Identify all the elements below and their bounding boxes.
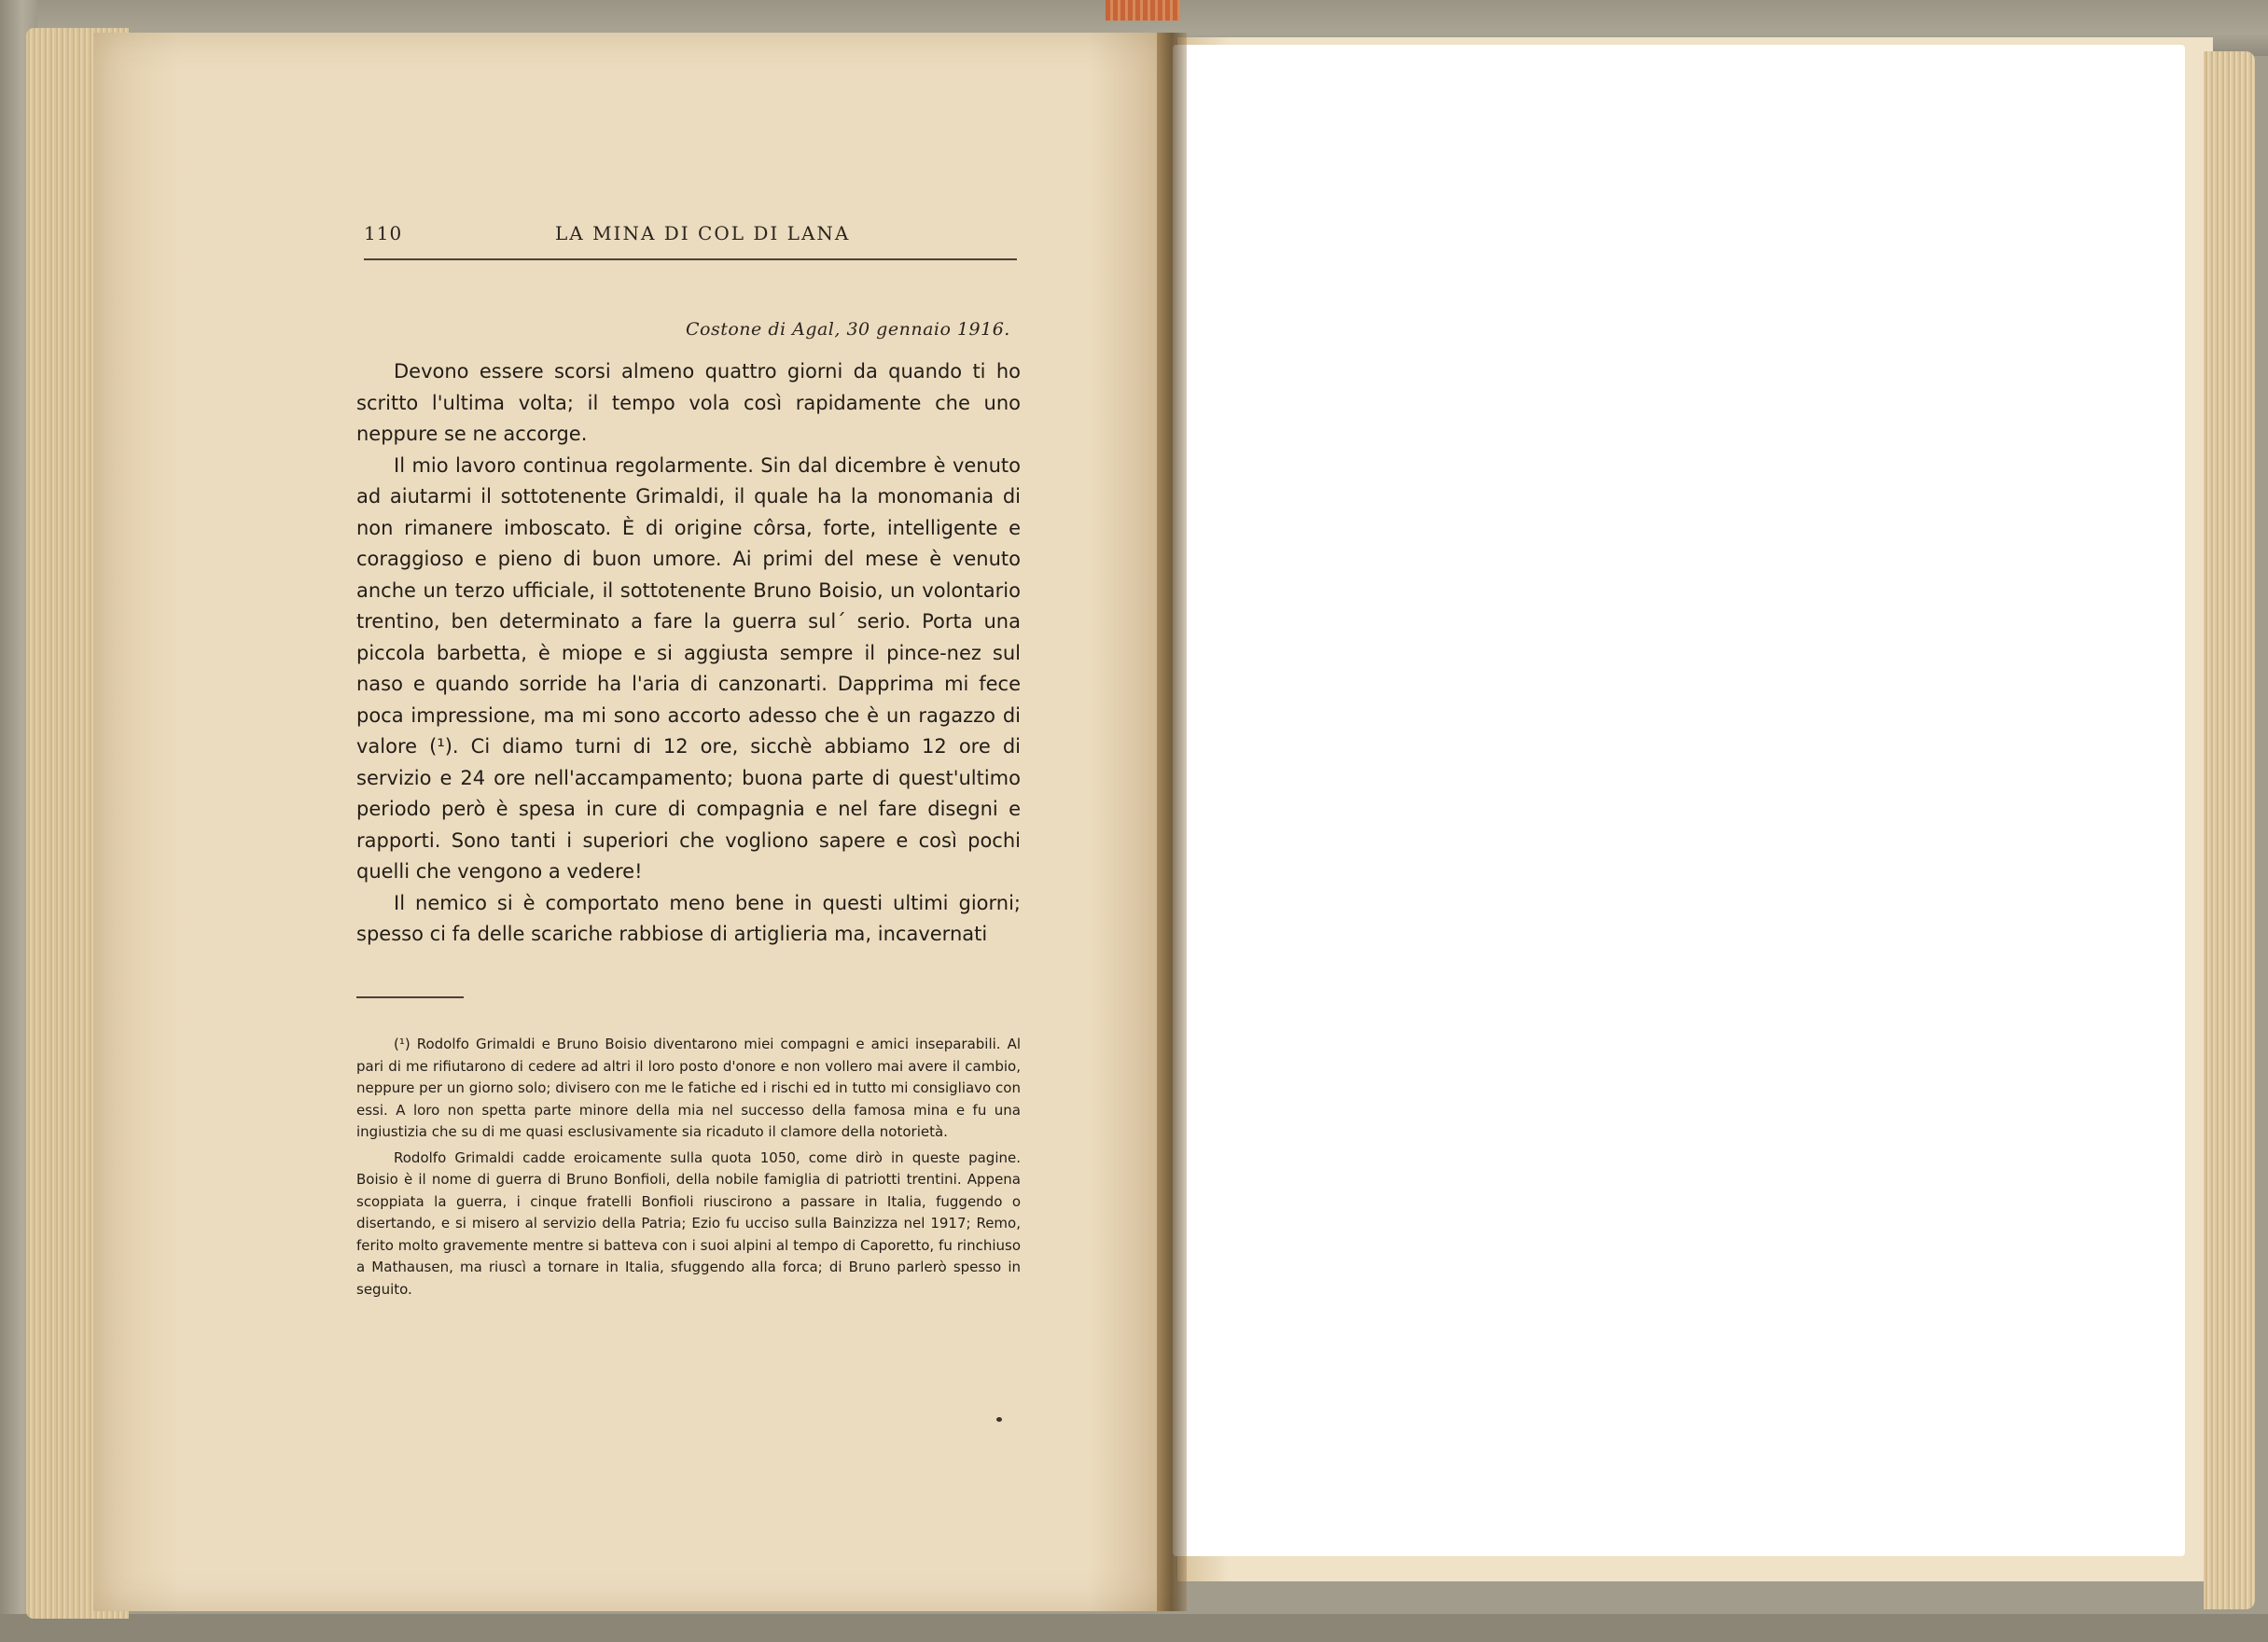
paragraph: Il nemico si è comportato meno bene in questi ultimi giorni; spesso ci fa delle scariche rabbiose di artiglieria ma, incavernati [356,891,1021,945]
footnotes [356,1034,1021,1304]
bookmark-ribbon [1106,0,1180,21]
right-page-blank-area [1173,45,2185,1556]
header-rule [364,258,1017,260]
body-text [356,356,1021,951]
ink-mark [996,1417,1002,1422]
paragraph: Devono essere scorsi almeno quattro giorni da quando ti ho scritto l'ultima volta; il tempo vola così rapidamente che uno neppure se ne accorge. [356,360,1021,445]
page-number: 110 [364,222,403,244]
dateline: Costone di Agal, 30 gennaio 1916. [686,319,1010,340]
footnote: (¹) Rodolfo Grimaldi e Bruno Boisio diventarono miei compagni e amici inseparabili. Al pari di me rifiutarono di cedere ad altri il loro posto d'onore e non vollero mai avere il cambio, neppure per un giorno solo; divisero con me le fatiche ed i rischi ed in tutto mi consigliavo con essi. A loro non spetta parte minore della mia nel successo della famosa mina e fu una ingiustizia che su di me quasi esclusivamente sia ricaduto il clamore della notorietà. [356,1036,1021,1140]
right-page-edges [2204,51,2255,1609]
footnote-rule [356,996,464,998]
binding-cloth-bottom [0,1614,2268,1642]
footnote: Rodolfo Grimaldi cadde eroicamente sulla quota 1050, come dirò in queste pagine. Boisio è il nome di guerra di Bruno Bonfioli, della nobile famiglia di patriotti trentini. Appena scoppiata la guerra, i cinque fratelli Bonfioli riuscirono a passare in Italia, fuggendo o disertando, e si misero al servizio della Patria; Ezio fu ucciso sulla Bainzizza nel 1917; Remo, ferito molto gravemente mentre si batteva con i suoi alpini al tempo di Caporetto, fu rinchiuso a Mathausen, ma riuscì a tornare in Italia, sfuggendo alla forca; di Bruno parlerò spesso in seguito. [356,1148,1021,1298]
running-title: LA MINA DI COL DI LANA [555,222,851,244]
book-gutter [1157,33,1187,1611]
paragraph: Il mio lavoro continua regolarmente. Sin dal dicembre è venuto ad aiutarmi il sottotenente Grimaldi, il quale ha la monomania di non rimanere imboscato. È di origine côrsa, forte, intelligente e coraggioso e pieno di buon umore. Ai primi del mese è venuto anche un terzo ufficiale, il sottotenente Bruno Boisio, un volontario trentino, ben determinato a fare la guerra sul´ serio. Porta una piccola barbetta, è miope e si aggiusta sempre il pince-nez sul naso e quando sorride ha l'aria di canzonarti. Dapprima mi fece poca impressione, ma mi sono accorto adesso che è un ragazzo di valore (¹). Ci diamo turni di 12 ore, sicchè abbiamo 12 ore di servizio e 24 ore nell'accampamento; buona parte di quest'ultimo periodo però è spesa in cure di compagnia e nel fare disegni e rapporti. Sono tanti i superiori che vogliono sapere e così pochi quelli che vengono a vedere! [356,453,1021,883]
